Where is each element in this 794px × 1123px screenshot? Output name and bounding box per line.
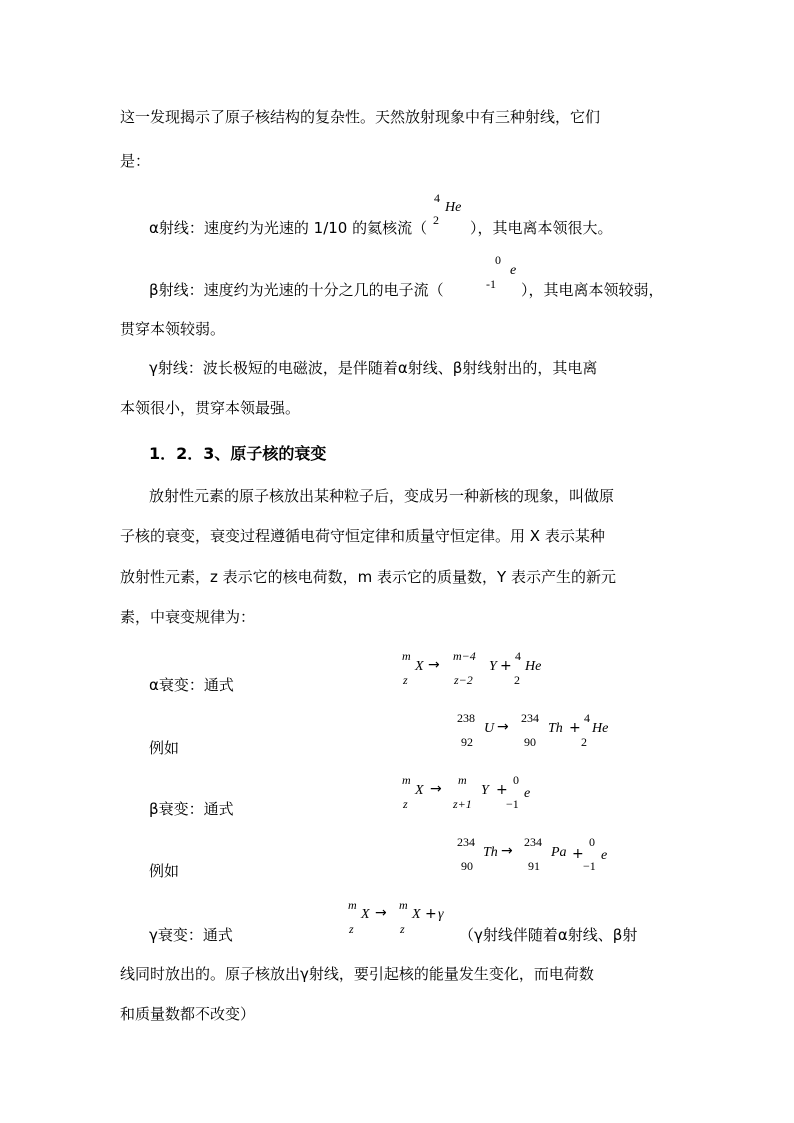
decay-para-line-2: 子核的衰变，衰变过程遵循电荷守恒定律和质量守恒定律。用 X 表示某种	[120, 527, 605, 545]
arrow-icon: →	[501, 843, 513, 859]
arrow-icon: →	[428, 657, 440, 673]
gamma-decay-note-line-3: 和质量数都不改变）	[120, 1005, 256, 1023]
electron-symbol: e	[510, 263, 517, 278]
gamma-decay-note-line-1: （γ射线伴随着α射线、β射	[459, 926, 638, 944]
arrow-icon: →	[375, 905, 387, 921]
arrow-icon: →	[430, 781, 442, 797]
gamma-ray-line-1: γ射线：波长极短的电磁波，是伴随着α射线、β射线射出的，其电离	[149, 359, 598, 377]
document-page: 这一发现揭示了原子核结构的复杂性。天然放射现象中有三种射线，它们 是： α射线：速度约为光速的 1/10 的氦核流（ 4 2 He ），其电离本领很大。 β射线：速度约为光速的十分之几的电子流（ 0 -1 e ），其电离本领较弱， 贯穿本领较弱。 γ射线：波长极短的电磁波，是伴随着α射线、β射线射出的，其电离 本领很小，贯穿本领最强。 1．2．3、原子核的衰变 放射性元素的原子核放出某种粒子后，变成另一种新核的现象，叫做原 子核的衰变，衰变过程遵循电荷守恒定律和质量守恒定律。用 X 表示某种 放射性元素，z 表示它的核电荷数，m 表示它的质量数，Y 表示产生的新元 素，中衰变规律为： α衰变：通式 m z X → m−4 z−2 Y + 4 2 He 例如 238 92 U → 234 90 Th + 4 2 He β衰变：通式 m z X → m z+1 Y + 0 −1 e 例如 234 90 Th → 234 91 Pa + 0 −1 e γ衰变：通式 m z X → m z X + γ （γ射线伴随着α射线、β射 线同时放出的。原子核放出γ射线，要引起核的能量发生变化，而电荷数 和质量数都不改变）	[120, 108, 664, 1023]
intro-line-1: 这一发现揭示了原子核结构的复杂性。天然放射现象中有三种射线，它们	[120, 108, 601, 126]
helium-symbol: He	[445, 200, 462, 215]
beta-decay-label: β衰变：通式	[149, 800, 234, 818]
beta-ray-text-after: ），其电离本领较弱，	[521, 281, 664, 299]
intro-line-2: 是：	[120, 152, 151, 170]
decay-para-line-3: 放射性元素，z 表示它的核电荷数，m 表示它的质量数，Y 表示产生的新元	[120, 568, 616, 586]
gamma-decay-note-line-2: 线同时放出的。原子核放出γ射线，要引起核的能量发生变化，而电荷数	[120, 965, 594, 983]
alpha-decay-label: α衰变：通式	[149, 676, 234, 694]
arrow-icon: →	[497, 719, 509, 735]
alpha-ray-text-after: ），其电离本领很大。	[470, 219, 613, 237]
alpha-ray-text-before: α射线：速度约为光速的 1/10 的氦核流（	[149, 219, 428, 237]
alpha-example-label: 例如	[149, 739, 180, 757]
electron-charge-number: -1	[486, 277, 496, 291]
decay-para-line-4: 素，中衰变规律为：	[120, 608, 256, 626]
beta-example-label: 例如	[149, 862, 180, 880]
gamma-decay-label: γ衰变：通式	[149, 926, 233, 944]
gamma-ray-line-2: 本领很小，贯穿本领最强。	[120, 399, 301, 417]
section-heading: 1．2．3、原子核的衰变	[149, 444, 327, 463]
beta-ray-line-2: 贯穿本领较弱。	[120, 320, 226, 338]
decay-para-line-1: 放射性元素的原子核放出某种粒子后，变成另一种新核的现象，叫做原	[149, 487, 615, 505]
beta-ray-text-before: β射线：速度约为光速的十分之几的电子流（	[149, 281, 444, 299]
helium-charge-number: 2	[433, 213, 439, 227]
helium-mass-number: 4	[434, 191, 440, 205]
electron-mass-number: 0	[495, 253, 501, 267]
